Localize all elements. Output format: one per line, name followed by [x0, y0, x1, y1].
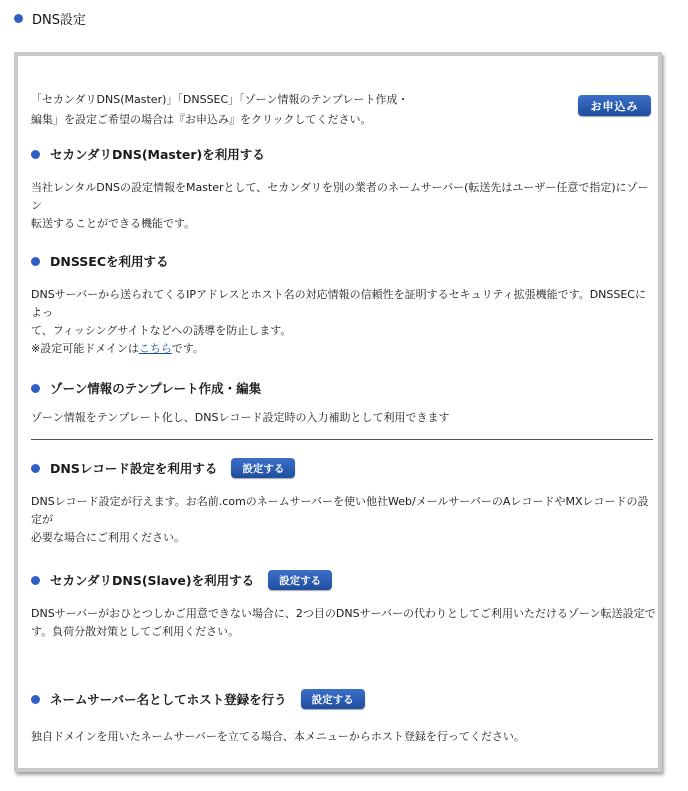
dns-record-settings-button[interactable]: 設定する: [231, 458, 295, 478]
section-secondary-slave: [31, 569, 656, 641]
section-heading-text: DNSレコード設定を利用する: [50, 461, 218, 476]
section-description: [31, 493, 656, 547]
section-dns-record: [31, 457, 656, 547]
page-title-text: DNS設定: [32, 13, 86, 28]
description-line: ゾーン情報をテンプレート化し、DNSレコード設定時の入力補助として利用できます: [31, 411, 450, 424]
dot-bullet-icon: [31, 150, 40, 159]
section-divider: [31, 439, 653, 440]
supported-domains-link[interactable]: こちら: [138, 342, 172, 355]
section-heading-text: ネームサーバー名としてホスト登録を行う: [50, 692, 287, 707]
dot-bullet-icon: [31, 695, 40, 704]
description-line: 必要な場合にご利用ください。: [31, 531, 185, 544]
section-dnssec: [31, 250, 656, 358]
description-line: 転送することができる機能です。: [31, 217, 196, 230]
secondary-slave-settings-button[interactable]: 設定する: [268, 570, 332, 590]
section-heading: [31, 569, 656, 591]
section-heading-text: DNSSECを利用する: [50, 254, 169, 269]
section-heading: [31, 250, 656, 272]
dot-bullet-icon: [31, 384, 40, 393]
description-line: DNSサーバーから送られてくるIPアドレスとホスト名の対応情報の信頼性を証明するセキュリティ拡張機能です。DNSSECによっ: [31, 288, 646, 319]
section-secondary-master: [31, 143, 656, 233]
intro-line-1: 「セカンダリDNS(Master)」「DNSSEC」「ゾーン情報のテンプレート作成・: [31, 93, 409, 106]
section-host-registration: [31, 688, 656, 746]
description-line: DNSサーバーがおひとつしかご用意できない場合に、2つ目のDNSサーバーの代わりとしてご利用いただけるゾーン転送設定で: [31, 607, 656, 620]
description-line: す。負荷分散対策としてご利用ください。: [31, 625, 240, 638]
intro-text: [31, 90, 551, 130]
dns-settings-panel: [14, 52, 662, 772]
section-description: [31, 728, 656, 746]
description-line: 当社レンタルDNSの設定情報をMasterとして、セカンダリを別の業者のネームサーバー(転送先はユーザー任意で指定)にゾーン: [31, 181, 649, 212]
section-description: [31, 179, 656, 233]
section-description: [31, 409, 656, 427]
section-description: [31, 605, 656, 641]
section-zone-template: [31, 377, 656, 427]
note-suffix: です。: [171, 342, 204, 355]
section-description: [31, 286, 656, 358]
section-heading: [31, 143, 656, 165]
host-registration-settings-button[interactable]: 設定する: [301, 689, 365, 709]
description-line: て、フィッシングサイトなどへの誘導を防止します。: [31, 324, 292, 337]
dot-bullet-icon: [31, 576, 40, 585]
dot-bullet-icon: [31, 257, 40, 266]
apply-button[interactable]: お申込み: [578, 95, 651, 116]
description-line: DNSレコード設定が行えます。お名前.comのネームサーバーを使い他社Web/メールサーバーのAレコードやMXレコードの設定が: [31, 495, 649, 526]
section-heading-text: セカンダリDNS(Master)を利用する: [50, 147, 265, 162]
dnssec-domain-note: [31, 340, 656, 358]
note-prefix: ※設定可能ドメインは: [31, 342, 139, 355]
section-heading-text: セカンダリDNS(Slave)を利用する: [50, 573, 255, 588]
section-heading: [31, 457, 656, 479]
dot-bullet-icon: [14, 14, 23, 23]
section-heading: [31, 377, 656, 399]
dot-bullet-icon: [31, 464, 40, 473]
intro-line-2: 編集」を設定ご希望の場合は『お申込み』をクリックしてください。: [31, 113, 372, 126]
description-line: 独自ドメインを用いたネームサーバーを立てる場合、本メニューからホスト登録を行ってください。: [31, 730, 525, 743]
page-title: [14, 9, 86, 28]
section-heading-text: ゾーン情報のテンプレート作成・編集: [50, 381, 262, 396]
section-heading: [31, 688, 656, 710]
